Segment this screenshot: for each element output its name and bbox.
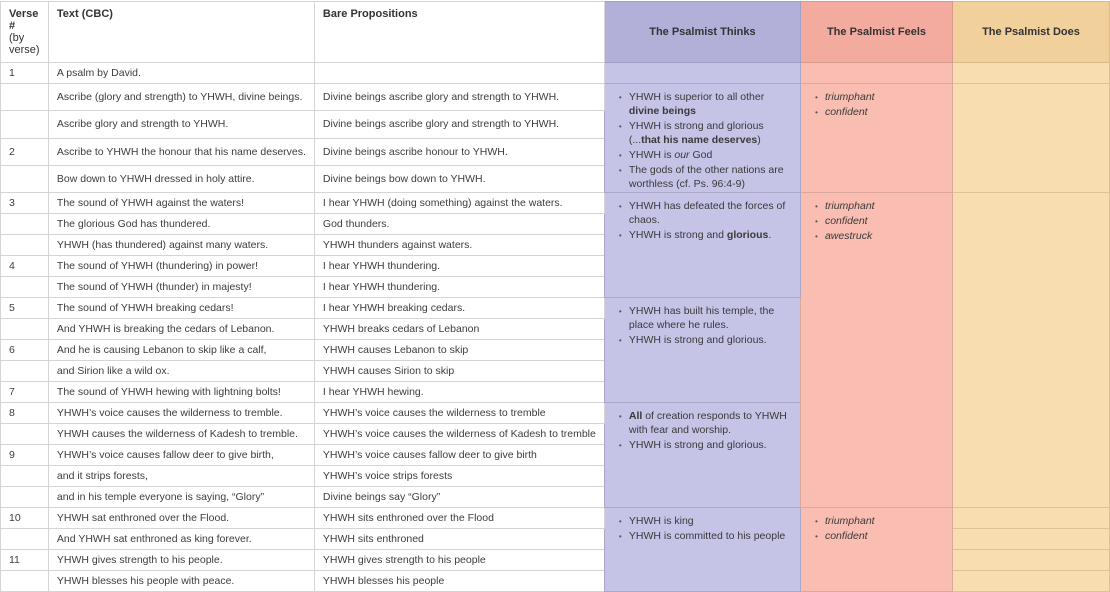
thinks-bullet: • The gods of the other nations are worthless (cf. Ps. 96:4-9) (629, 163, 790, 191)
proposition-cell[interactable]: YHWH thunders against waters. (314, 235, 604, 256)
thinks-cell[interactable] (604, 84, 800, 193)
text-cell[interactable]: Bow down to YHWH dressed in holy attire. (48, 165, 314, 192)
verse-cell[interactable]: 2 (1, 138, 49, 165)
table-row (1, 193, 1110, 214)
thinks-bullet: • YHWH is strong and glorious. (629, 438, 790, 452)
text-cell[interactable]: And he is causing Lebanon to skip like a calf, (48, 340, 314, 361)
proposition-cell[interactable]: YHWH’s voice causes fallow deer to give birth (314, 445, 604, 466)
table-row (1, 84, 1110, 111)
thinks-bullet: • All of creation responds to YHWH with fear and worship. (629, 409, 790, 437)
table-row (1, 63, 1110, 84)
thinks-bullet: • YHWH is strong and glorious (...that his name deserves) (629, 119, 790, 147)
verse-cell[interactable] (1, 319, 49, 340)
text-cell[interactable]: YHWH gives strength to his people. (48, 550, 314, 571)
proposition-cell[interactable]: God thunders. (314, 214, 604, 235)
text-cell[interactable]: The sound of YHWH hewing with lightning bolts! (48, 382, 314, 403)
text-cell[interactable]: The sound of YHWH (thunder) in majesty! (48, 277, 314, 298)
text-cell[interactable]: YHWH’s voice causes fallow deer to give birth, (48, 445, 314, 466)
proposition-cell[interactable]: YHWH causes Sirion to skip (314, 361, 604, 382)
verse-header-line2: (by verse) (9, 32, 40, 56)
proposition-cell[interactable]: Divine beings ascribe glory and strength to YHWH. (314, 111, 604, 138)
proposition-cell[interactable]: I hear YHWH thundering. (314, 256, 604, 277)
feels-bullet: • confident (825, 529, 942, 543)
proposition-cell[interactable]: YHWH’s voice causes the wilderness of Kadesh to tremble (314, 424, 604, 445)
verse-cell[interactable] (1, 571, 49, 592)
thinks-bullet: • YHWH is committed to his people (629, 529, 790, 543)
verse-cell[interactable] (1, 487, 49, 508)
verse-cell[interactable]: 10 (1, 508, 49, 529)
verse-cell[interactable] (1, 466, 49, 487)
thinks-cell[interactable] (604, 403, 800, 508)
table-row (1, 508, 1110, 529)
verse-cell[interactable] (1, 214, 49, 235)
feels-bullet: • confident (825, 105, 942, 119)
verse-cell[interactable] (1, 424, 49, 445)
does-cell[interactable] (952, 529, 1109, 550)
does-cell[interactable] (952, 508, 1109, 529)
verse-cell[interactable] (1, 529, 49, 550)
feels-bullet-list (801, 84, 952, 119)
feels-bullet: • triumphant (825, 199, 942, 213)
does-cell[interactable] (952, 63, 1109, 84)
proposition-cell[interactable]: Divine beings ascribe honour to YHWH. (314, 138, 604, 165)
thinks-cell[interactable] (604, 63, 800, 84)
text-cell[interactable]: and it strips forests, (48, 466, 314, 487)
feels-bullet: • awestruck (825, 229, 942, 243)
proposition-cell[interactable]: YHWH gives strength to his people (314, 550, 604, 571)
proposition-cell[interactable]: YHWH’s voice causes the wilderness to tremble (314, 403, 604, 424)
proposition-cell[interactable]: Divine beings bow down to YHWH. (314, 165, 604, 192)
text-cell[interactable]: The sound of YHWH (thundering) in power! (48, 256, 314, 277)
verse-cell[interactable] (1, 111, 49, 138)
proposition-cell[interactable]: I hear YHWH breaking cedars. (314, 298, 604, 319)
proposition-cell[interactable] (314, 63, 604, 84)
thinks-bullet-list (605, 508, 800, 543)
feels-bullet-list (801, 508, 952, 543)
feels-bullet: • confident (825, 214, 942, 228)
text-cell[interactable]: A psalm by David. (48, 63, 314, 84)
text-cell[interactable]: The glorious God has thundered. (48, 214, 314, 235)
column-header-text[interactable]: Text (CBC) (48, 2, 314, 63)
does-cell[interactable] (952, 84, 1109, 193)
verse-cell[interactable] (1, 361, 49, 382)
verse-cell[interactable] (1, 165, 49, 192)
verse-cell[interactable]: 6 (1, 340, 49, 361)
proposition-cell[interactable]: I hear YHWH (doing something) against the waters. (314, 193, 604, 214)
feels-bullet-list (801, 193, 952, 243)
thinks-cell[interactable] (604, 298, 800, 403)
text-cell[interactable]: and in his temple everyone is saying, “Glory” (48, 487, 314, 508)
thinks-bullet: • YHWH is strong and glorious. (629, 228, 790, 242)
text-cell[interactable]: And YHWH sat enthroned as king forever. (48, 529, 314, 550)
verse-cell[interactable]: 5 (1, 298, 49, 319)
does-cell[interactable] (952, 193, 1109, 508)
verse-header-line1: Verse # (9, 8, 39, 32)
feels-cell[interactable] (800, 84, 952, 193)
thinks-cell[interactable] (604, 193, 800, 298)
feels-cell[interactable] (800, 63, 952, 84)
text-cell[interactable]: YHWH sat enthroned over the Flood. (48, 508, 314, 529)
column-header-does[interactable]: The Psalmist Does (952, 2, 1109, 63)
verse-cell[interactable]: 7 (1, 382, 49, 403)
text-cell[interactable]: YHWH (has thundered) against many waters. (48, 235, 314, 256)
proposition-cell[interactable]: YHWH breaks cedars of Lebanon (314, 319, 604, 340)
feels-bullet: • triumphant (825, 514, 942, 528)
text-cell[interactable]: Ascribe glory and strength to YHWH. (48, 111, 314, 138)
thinks-bullet-list (605, 298, 800, 347)
column-header-propositions[interactable]: Bare Propositions (314, 2, 604, 63)
feels-cell[interactable] (800, 508, 952, 592)
column-header-feels[interactable]: The Psalmist Feels (800, 2, 952, 63)
verse-cell[interactable]: 3 (1, 193, 49, 214)
column-header-verse[interactable] (1, 2, 49, 63)
proposition-cell[interactable]: YHWH blesses his people (314, 571, 604, 592)
feels-cell[interactable] (800, 193, 952, 508)
proposition-cell[interactable]: YHWH sits enthroned over the Flood (314, 508, 604, 529)
verse-cell[interactable]: 9 (1, 445, 49, 466)
column-header-thinks[interactable]: The Psalmist Thinks (604, 2, 800, 63)
does-cell[interactable] (952, 571, 1109, 592)
thinks-bullet: • YHWH is superior to all other divine beings (629, 90, 790, 118)
verse-cell[interactable]: 8 (1, 403, 49, 424)
text-cell[interactable]: YHWH causes the wilderness of Kadesh to tremble. (48, 424, 314, 445)
text-cell[interactable]: Ascribe to YHWH the honour that his name deserves. (48, 138, 314, 165)
thinks-bullet: • YHWH is our God (629, 148, 790, 162)
analysis-table (0, 1, 1110, 592)
proposition-cell[interactable]: Divine beings ascribe glory and strength to YHWH. (314, 84, 604, 111)
thinks-bullet-list (605, 84, 800, 191)
text-cell[interactable]: The sound of YHWH against the waters! (48, 193, 314, 214)
thinks-bullet: • YHWH has defeated the forces of chaos. (629, 199, 790, 227)
text-cell[interactable]: Ascribe (glory and strength) to YHWH, divine beings. (48, 84, 314, 111)
text-cell[interactable]: And YHWH is breaking the cedars of Lebanon. (48, 319, 314, 340)
verse-cell[interactable]: 1 (1, 63, 49, 84)
thinks-bullet-list (605, 193, 800, 242)
does-cell[interactable] (952, 550, 1109, 571)
text-cell[interactable]: and Sirion like a wild ox. (48, 361, 314, 382)
text-cell[interactable]: The sound of YHWH breaking cedars! (48, 298, 314, 319)
header-row (1, 2, 1110, 63)
text-cell[interactable]: YHWH’s voice causes the wilderness to tremble. (48, 403, 314, 424)
proposition-cell[interactable]: I hear YHWH thundering. (314, 277, 604, 298)
feels-bullet: • triumphant (825, 90, 942, 104)
verse-cell[interactable] (1, 277, 49, 298)
thinks-bullet: • YHWH is king (629, 514, 790, 528)
proposition-cell[interactable]: Divine beings say “Glory” (314, 487, 604, 508)
verse-cell[interactable] (1, 84, 49, 111)
proposition-cell[interactable]: YHWH sits enthroned (314, 529, 604, 550)
verse-cell[interactable]: 11 (1, 550, 49, 571)
thinks-bullet: • YHWH has built his temple, the place where he rules. (629, 304, 790, 332)
thinks-cell[interactable] (604, 508, 800, 592)
proposition-cell[interactable]: I hear YHWH hewing. (314, 382, 604, 403)
text-cell[interactable]: YHWH blesses his people with peace. (48, 571, 314, 592)
thinks-bullet-list (605, 403, 800, 452)
thinks-bullet: • YHWH is strong and glorious. (629, 333, 790, 347)
proposition-cell[interactable]: YHWH’s voice strips forests (314, 466, 604, 487)
proposition-cell[interactable]: YHWH causes Lebanon to skip (314, 340, 604, 361)
verse-cell[interactable]: 4 (1, 256, 49, 277)
verse-cell[interactable] (1, 235, 49, 256)
